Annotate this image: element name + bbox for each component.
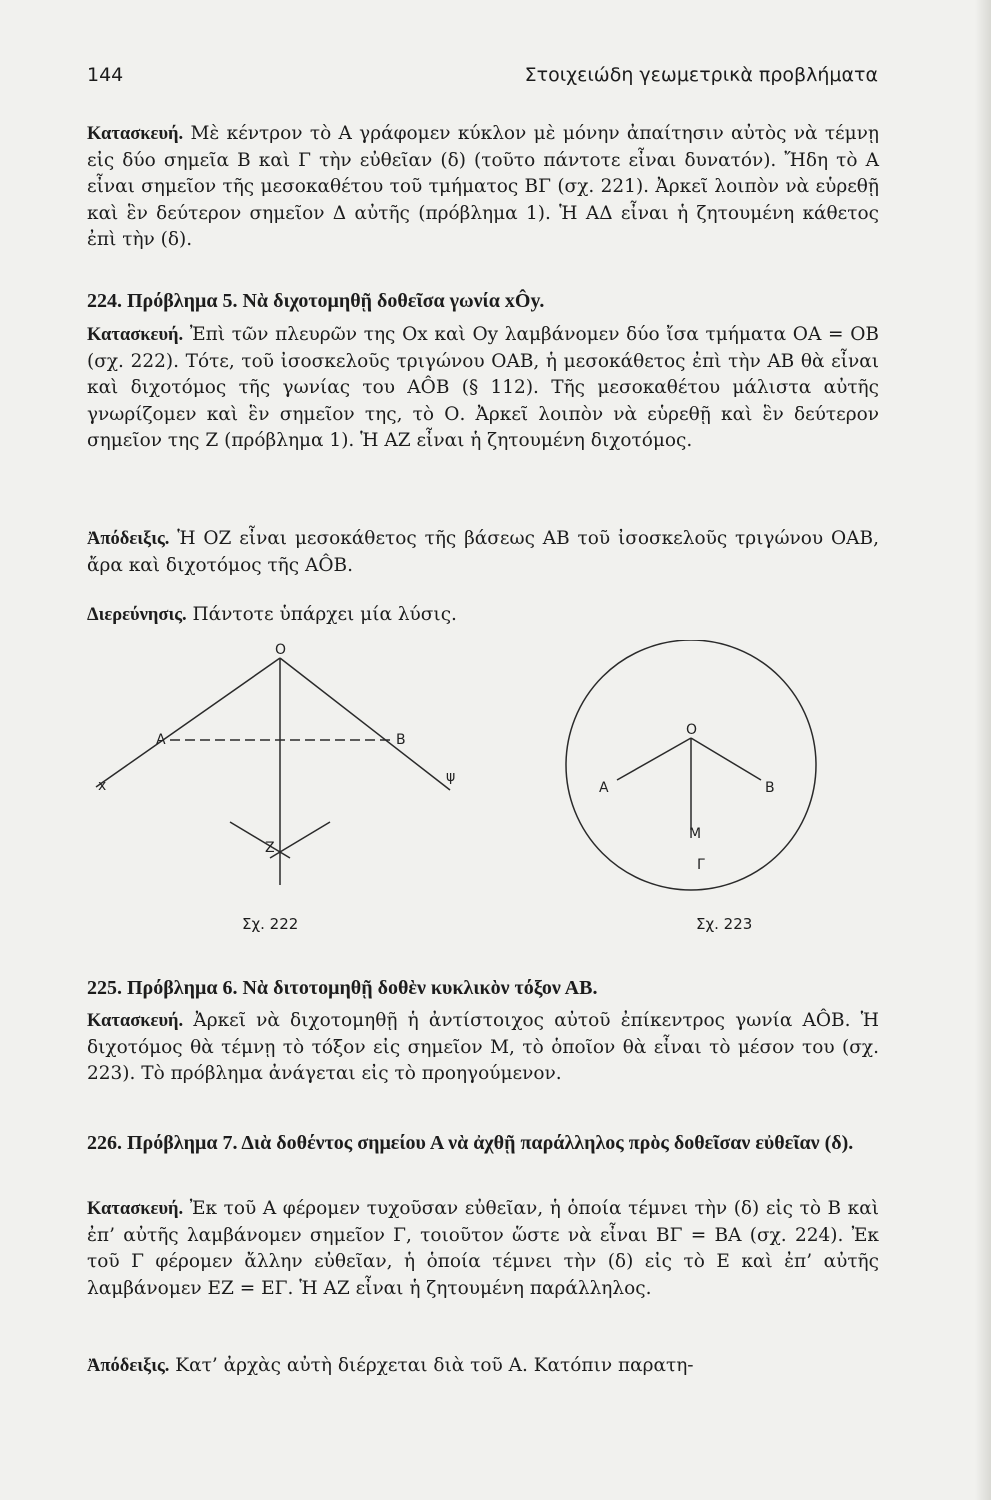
- heading-225: 225. Πρόβλημα 6. Νὰ διτοτομηθῇ δοθὲν κυκλικὸν τόξον ΑΒ.: [87, 977, 598, 999]
- page-edge-shadow: [975, 0, 991, 1500]
- figure-222-caption: Σχ. 222: [242, 915, 299, 933]
- paragraph-text: Κατ’ ἀρχὰς αὐτὴ διέρχεται διὰ τοῦ Α. Κατόπιν παρατη-: [169, 1355, 694, 1376]
- point-label-o: O: [686, 722, 698, 738]
- label-construction: Κατασκευή.: [87, 124, 184, 144]
- paragraph-text: Ἐκ τοῦ Α φέρομεν τυχοῦσαν εὐθεῖαν, ἡ ὁποία τέμνει τὴν (δ) εἰς τὸ Β καὶ ἐπ’ αὐτῆς λαμβάνομεν σημεῖον Γ, τοιοῦτον ὥστε νὰ εἶναι ΒΓ = ΒΑ (σχ. 224). Ἐκ τοῦ Γ φέρομεν ἄλλην εὐθεῖαν, ἡ ὁποία τέμνει τὴν (δ) εἰς τὸ Ε καὶ ἐπ’ αὐτῆς λαμβάνομεν ΕΖ = ΕΓ. Ἡ ΑΖ εἶναι ἡ ζητουμένη παράλληλος.: [87, 1198, 879, 1299]
- paragraph-224-discussion: [87, 602, 879, 629]
- point-label-m: M: [689, 826, 702, 842]
- figure-223-caption: Σχ. 223: [696, 915, 753, 933]
- ray-label-x: x: [98, 778, 107, 794]
- paragraph-text: Ἡ ΟΖ εἶναι μεσοκάθετος τῆς βάσεως ΑΒ τοῦ ἰσοσκελοῦς τριγώνου ΟΑΒ, ἄρα καὶ διχοτόμος τῆς ΑÔΒ.: [87, 528, 879, 576]
- point-label-a: A: [599, 780, 609, 796]
- paragraph-225-construction: [87, 1008, 879, 1088]
- ray-label-y: ψ: [446, 769, 456, 785]
- paragraph-224-proof: [87, 526, 879, 579]
- paragraph-text: Πάντοτε ὑπάρχει μία λύσις.: [186, 604, 457, 625]
- arc-mark-1: [230, 822, 290, 858]
- paragraph-224-construction: [87, 322, 879, 455]
- arc-mark-2: [270, 822, 330, 858]
- paragraph-text: Ἀρκεῖ νὰ διχοτομηθῇ ἡ ἀντίστοιχος αὐτοῦ ἐπίκεντρος γωνία ΑÔΒ. Ἡ διχοτόμος θὰ τέμνῃ τὸ τόξον εἰς σημεῖον Μ, τὸ ὁποῖον θὰ εἶναι τὸ μέσον του (σχ. 223). Τὸ πρόβλημα ἀνάγεται εἰς τὸ προηγούμενον.: [87, 1010, 879, 1084]
- paragraph-226-construction: [87, 1196, 879, 1302]
- paragraph-construction-perpendicular: [87, 121, 879, 254]
- point-label-o: O: [275, 642, 287, 658]
- label-proof: Ἀπόδειξις.: [87, 1356, 170, 1376]
- label-construction: Κατασκευή.: [87, 1199, 184, 1219]
- figure-223: [565, 640, 845, 930]
- paragraph-226-proof: [87, 1353, 879, 1380]
- heading-226: 226. Πρόβλημα 7. Διὰ δοθέντος σημείου Α νὰ ἀχθῇ παράλληλος πρὸς δοθεῖσαν εὐθεῖαν (δ).: [87, 1132, 854, 1154]
- point-label-g: Γ: [697, 857, 705, 873]
- radius-ob: [691, 738, 761, 780]
- running-title: Στοιχειώδη γεωμετρικὰ προβλήματα: [524, 64, 878, 86]
- label-construction: Κατασκευή.: [87, 325, 184, 345]
- point-label-b: B: [765, 780, 775, 796]
- paragraph-text: Ἐπὶ τῶν πλευρῶν της Ox καὶ Oy λαμβάνομεν δύο ἴσα τμήματα ΟΑ = ΟΒ (σχ. 222). Τότε, τοῦ ἰσοσκελοῦς τριγώνου ΟΑΒ, ἡ μεσοκάθετος ἐπὶ τὴν ΑΒ θὰ εἶναι καὶ διχοτόμος τῆς γωνίας του ΑÔΒ (§ 112). Τῆς μεσοκαθέτου μάλιστα αὐτῆς γνωρίζομεν καὶ ἓν σημεῖον της, τὸ Ο. Ἀρκεῖ λοιπὸν νὰ εὑρεθῇ καὶ ἓν δεύτερον σημεῖον της Ζ (πρόβλημα 1). Ἡ ΑΖ εἶναι ἡ ζητουμένη διχοτόμος.: [87, 324, 879, 451]
- ray-oy: [280, 658, 450, 790]
- page-header: [87, 64, 878, 90]
- label-construction: Κατασκευή.: [87, 1011, 184, 1031]
- figure-222: [90, 640, 460, 940]
- page-number: 144: [87, 64, 124, 86]
- ray-ox: [96, 658, 280, 787]
- point-label-z: Z: [265, 840, 275, 856]
- label-discussion: Διερεύνησις.: [87, 605, 187, 625]
- point-label-b: B: [396, 732, 406, 748]
- point-label-a: A: [156, 732, 166, 748]
- paragraph-text: Μὲ κέντρον τὸ Α γράφομεν κύκλον μὲ μόνην ἀπαίτησιν αὐτὸς νὰ τέμνῃ εἰς δύο σημεῖα Β καὶ Γ τὴν εὐθεῖαν (δ) (τοῦτο πάντοτε εἶναι δυνατόν). Ἤδη τὸ Α εἶναι σημεῖον τῆς μεσοκαθέτου τοῦ τμήματος ΒΓ (σχ. 221). Ἀρκεῖ λοιπὸν νὰ εὑρεθῇ καὶ ἓν δεύτερον σημεῖον Δ αὐτῆς (πρόβλημα 1). Ἡ ΑΔ εἶναι ἡ ζητουμένη κάθετος ἐπὶ τὴν (δ).: [87, 123, 879, 250]
- heading-224: 224. Πρόβλημα 5. Νὰ διχοτομηθῇ δοθεῖσα γωνία xÔy.: [87, 290, 545, 312]
- label-proof: Ἀπόδειξις.: [87, 529, 170, 549]
- radius-oa: [617, 738, 691, 780]
